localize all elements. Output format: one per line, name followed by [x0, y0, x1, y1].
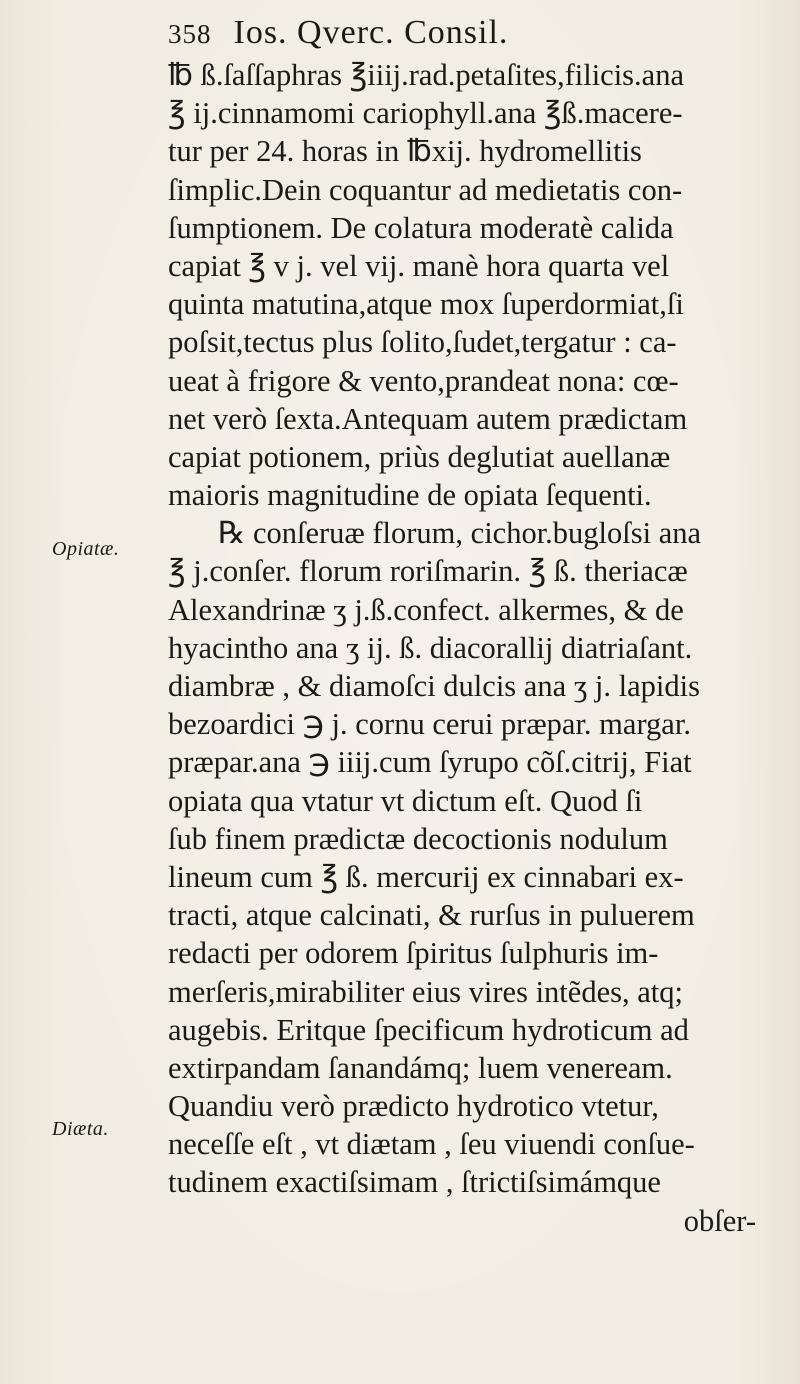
catchword: obſer- [683, 1203, 756, 1238]
text-line: præpar.ana ℈ iiij.cum ſyrupo cõſ.citrij, Fiat [168, 745, 692, 780]
text-line: Alexandrinæ ʒ j.ß.confect. alkermes, & de [168, 592, 684, 627]
text-line: quinta matutina,atque mox ſuperdormiat,ſi [168, 287, 684, 322]
text-line: poſsit,tectus plus ſolito,ſudet,tergatur : ca- [168, 325, 677, 360]
text-line: ℞ conſeruæ florum, cichor.bugloſsi ana [218, 516, 702, 551]
text-line: tur per 24. horas in ℔xij. hydromellitis [168, 134, 642, 169]
margin-note-diaeta: Diæta. [52, 1118, 109, 1140]
text-line: capiat potionem, priùs deglutiat auellanæ [168, 439, 671, 474]
running-title: Ios. Qverc. Consil. [233, 14, 509, 51]
text-line: net verò ſexta.Antequam autem prædictam [168, 401, 688, 436]
text-line: lineum cum ℥ ß. mercurij ex cinnabari ex- [168, 859, 684, 894]
text-line: ℥ j.conſer. florum roriſmarin. ℥ ß. theriacæ [168, 554, 688, 589]
running-head [168, 14, 508, 52]
text-line: redacti per odorem ſpiritus ſulphuris im- [168, 936, 659, 971]
page-number: 358 [168, 19, 212, 49]
text-line: bezoardici ℈ j. cornu cerui præpar. margar. [168, 707, 691, 742]
text-line: augebis. Eritque ſpecificum hydroticum ad [168, 1012, 689, 1047]
text-line: hyacintho ana ʒ ij. ß. diacorallij diatriaſant. [168, 630, 693, 665]
text-line: opiata qua vtatur vt dictum eſt. Quod ſi [168, 783, 643, 818]
text-line: extirpandam ſanandámq; luem veneream. [168, 1050, 673, 1085]
text-line: diambræ , & diamoſci dulcis ana ʒ j. lapidis [168, 669, 700, 703]
text-line: merſeris,mirabiliter eius vires intẽdes, atq; [168, 974, 683, 1009]
text-line: ſimplic.Dein coquantur ad medietatis con- [168, 172, 683, 207]
text-line: tudinem exactiſsimam , ſtrictiſsimámque [168, 1165, 661, 1200]
text-line: maioris magnitudine de opiata ſequenti. [168, 478, 652, 513]
text-line: tracti, atque calcinati, & rurſus in puluerem [168, 898, 695, 933]
margin-note-opiatae: Opiatæ. [52, 538, 120, 560]
body-text [168, 56, 774, 1240]
text-line: ℥ ij.cinnamomi cariophyll.ana ℥ß.macere- [168, 96, 683, 131]
text-line: ueat à frigore & vento,prandeat nona: cœ- [168, 363, 679, 398]
text-line: ℔ ß.ſaſſaphras ℥iiij.rad.petaſites,filicis.ana [168, 58, 684, 92]
text-line: ſub finem prædictæ decoctionis nodulum [168, 821, 668, 856]
text-line: ſumptionem. De colatura moderatè calida [168, 210, 674, 245]
text-line: capiat ℥ v j. vel vij. manè hora quarta vel [168, 248, 670, 283]
text-line: neceſſe eſt , vt diætam , ſeu viuendi conſue- [168, 1127, 695, 1162]
text-line: Quandiu verò prædicto hydrotico vtetur, [168, 1089, 659, 1124]
